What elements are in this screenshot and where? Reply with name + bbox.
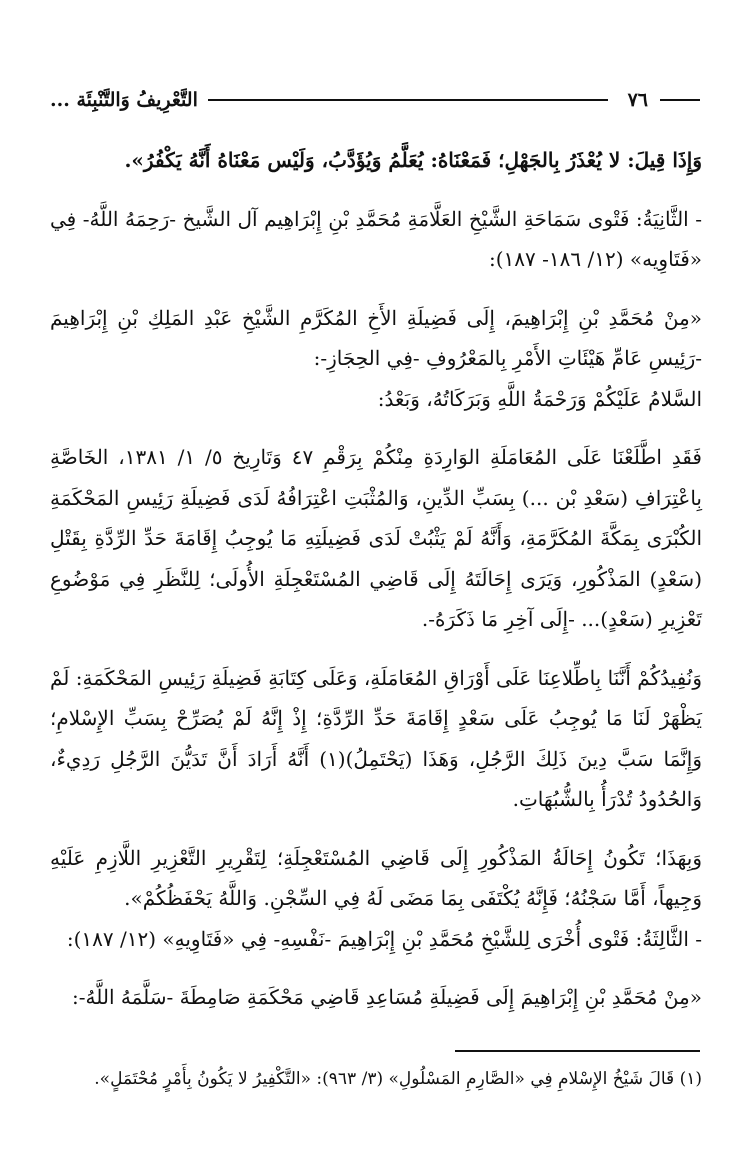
paragraph-letter-address: «مِنْ مُحَمَّدِ بْنِ إِبْرَاهِيمَ، إِلَى فَضِيلَةِ الأَخِ المُكَرَّمِ الشَّيْخِ عَبْدِ المَلِكِ بْنِ إِبْرَاهِيمَ -رَئِيسِ عَامِّ هَيْئَاتِ الأَمْرِ بِالمَعْرُوفِ -فِي الحِجَازِ-:: [50, 305, 702, 370]
footnote-separator: [455, 1050, 700, 1052]
paragraph-second-fatwa-intro: - الثَّانِيَةُ: فَتْوى سَمَاحَةِ الشَّيْخِ العَلَّامَةِ مُحَمَّدِ بْنِ إِبْرَاهِيم آل الشَّيخ -رَحِمَهُ اللَّهُ- فِي «فَتَاوِيه» (١٢/ ١٨٦- ١٨٧):: [50, 206, 702, 271]
body-text: [50, 140, 702, 1018]
paragraph-conclusion: وَبِهَذَا؛ تَكُونُ إِحَالَةُ المَذْكُورِ إِلَى قَاضِي المُسْتَعْجِلَةِ؛ لِتَقْرِيرِ التَّعْزِيرِ اللَّازِمِ عَلَيْهِ وَجِيهاً، أَمَّا سَجْنُهُ؛ فَإِنَّهُ يُكْتَفَى بِمَا مَضَى لَهُ فِي السِّجْنِ. وَاللَّهُ يَحْفَظُكُمْ».: [50, 845, 702, 910]
paragraph-ruling: وَنُفِيدُكُمْ أَنَّنَا بِاطِّلاعِنَا عَلَى أَوْرَاقِ المُعَامَلَةِ، وَعَلَى كِتَابَةِ فَضِيلَةِ رَئِيسِ المَحْكَمَةِ: لَمْ يَظْهَرْ لَنَا مَا يُوجِبُ عَلَى سَعْدٍ إِقَامَةَ حَدِّ الرِّدَّةِ؛ إِذْ إِنَّهُ لَمْ يُصَرِّحْ بِسَبِّ الإِسْلامِ؛ وَإِنَّمَا سَبَّ دِينَ ذَلِكَ الرَّجُلِ، وَهَذَا (يَحْتَمِلُ)(١) أَنَّهُ أَرَادَ أَنَّ تَدَيُّنَ الرَّجُلِ رَدِيءٌ، وَالحُدُودُ تُدْرَأُ بِالشُّبُهَاتِ.: [50, 665, 703, 811]
footnote: (١) قَالَ شَيْخُ الإِسْلامِ فِي «الصَّارِمِ المَسْلُولِ» (٣/ ٩٦٣): «التَّكْفِيرُ لا يَكُونُ بِأَمْرٍ مُحْتَمَلٍ».: [94, 1069, 702, 1089]
paragraph-case-details: فَقَدِ اطَّلَعْنَا عَلَى المُعَامَلَةِ الوَارِدَةِ مِنْكُمْ بِرَقْمِ ٤٧ وَتَارِيخ ٥/ ١/ ١٣٨١، الخَاصَّةِ بِاعْتِرَافِ (سَعْدِ بْن ...) بِسَبِّ الدِّينِ، وَالمُثْبَتِ اعْتِرَافُهُ لَدَى فَضِيلَةِ رَئِيسِ المَحْكَمَةِ الكُبْرَى بِمَكَّةَ المُكَرَّمَةِ، وَأَنَّهُ لَمْ يَثْبُتْ لَدَى فَضِيلَتِهِ مَا يُوجِبُ إِقَامَةَ حَدِّ الرِّدَّةِ بِقَتْلِ (سَعْدٍ) المَذْكُورِ، وَيَرَى إِحَالَتَهُ إِلَى قَاضِي المُسْتَعْجِلَةِ الأُولَى؛ لِلنَّظَرِ فِي مَوْضُوعِ تَعْزِيرِ (سَعْدٍ)... -إِلَى آخِرِ مَا ذَكَرَهُ-.: [50, 445, 702, 631]
paragraph-third-fatwa-intro: - الثَّالِثَةُ: فَتْوى أُخْرَى لِلشَّيْخِ مُحَمَّدِ بْنِ إِبْرَاهِيمَ -نَفْسِهِ- فِي «فَتَاوِيهِ» (١٢/ ١٨٧):: [66, 926, 702, 951]
paragraph-second-letter-address: «مِنْ مُحَمَّدِ بْنِ إِبْرَاهِيمَ إِلَى فَضِيلَةِ مُسَاعِدِ قَاضِي مَحْكَمَةِ صَامِطَةَ -سَلَّمَهُ اللَّهُ-:: [72, 985, 702, 1009]
paragraph-greeting: السَّلامُ عَلَيْكُمْ وَرَحْمَةُ اللَّهِ وَبَرَكَاتُهُ، وَبَعْدُ:: [377, 386, 702, 411]
header-rule-long: [208, 99, 608, 101]
header-rule-short: [660, 99, 700, 101]
running-header: [50, 82, 700, 118]
page-number: ٧٦: [627, 89, 648, 111]
running-title: التَّعْرِيفُ وَالتَّنْبِئَة ...: [50, 89, 198, 111]
paragraph-ignorance-excuse: وَإِذَا قِيلَ: لا يُعْذَرُ بِالجَهْلِ؛ فَمَعْنَاهُ: يُعَلَّمُ وَيُؤَدَّبُ، وَلَيْس مَعْنَاهُ أَنَّهُ يَكْفُرُ».: [124, 148, 702, 172]
